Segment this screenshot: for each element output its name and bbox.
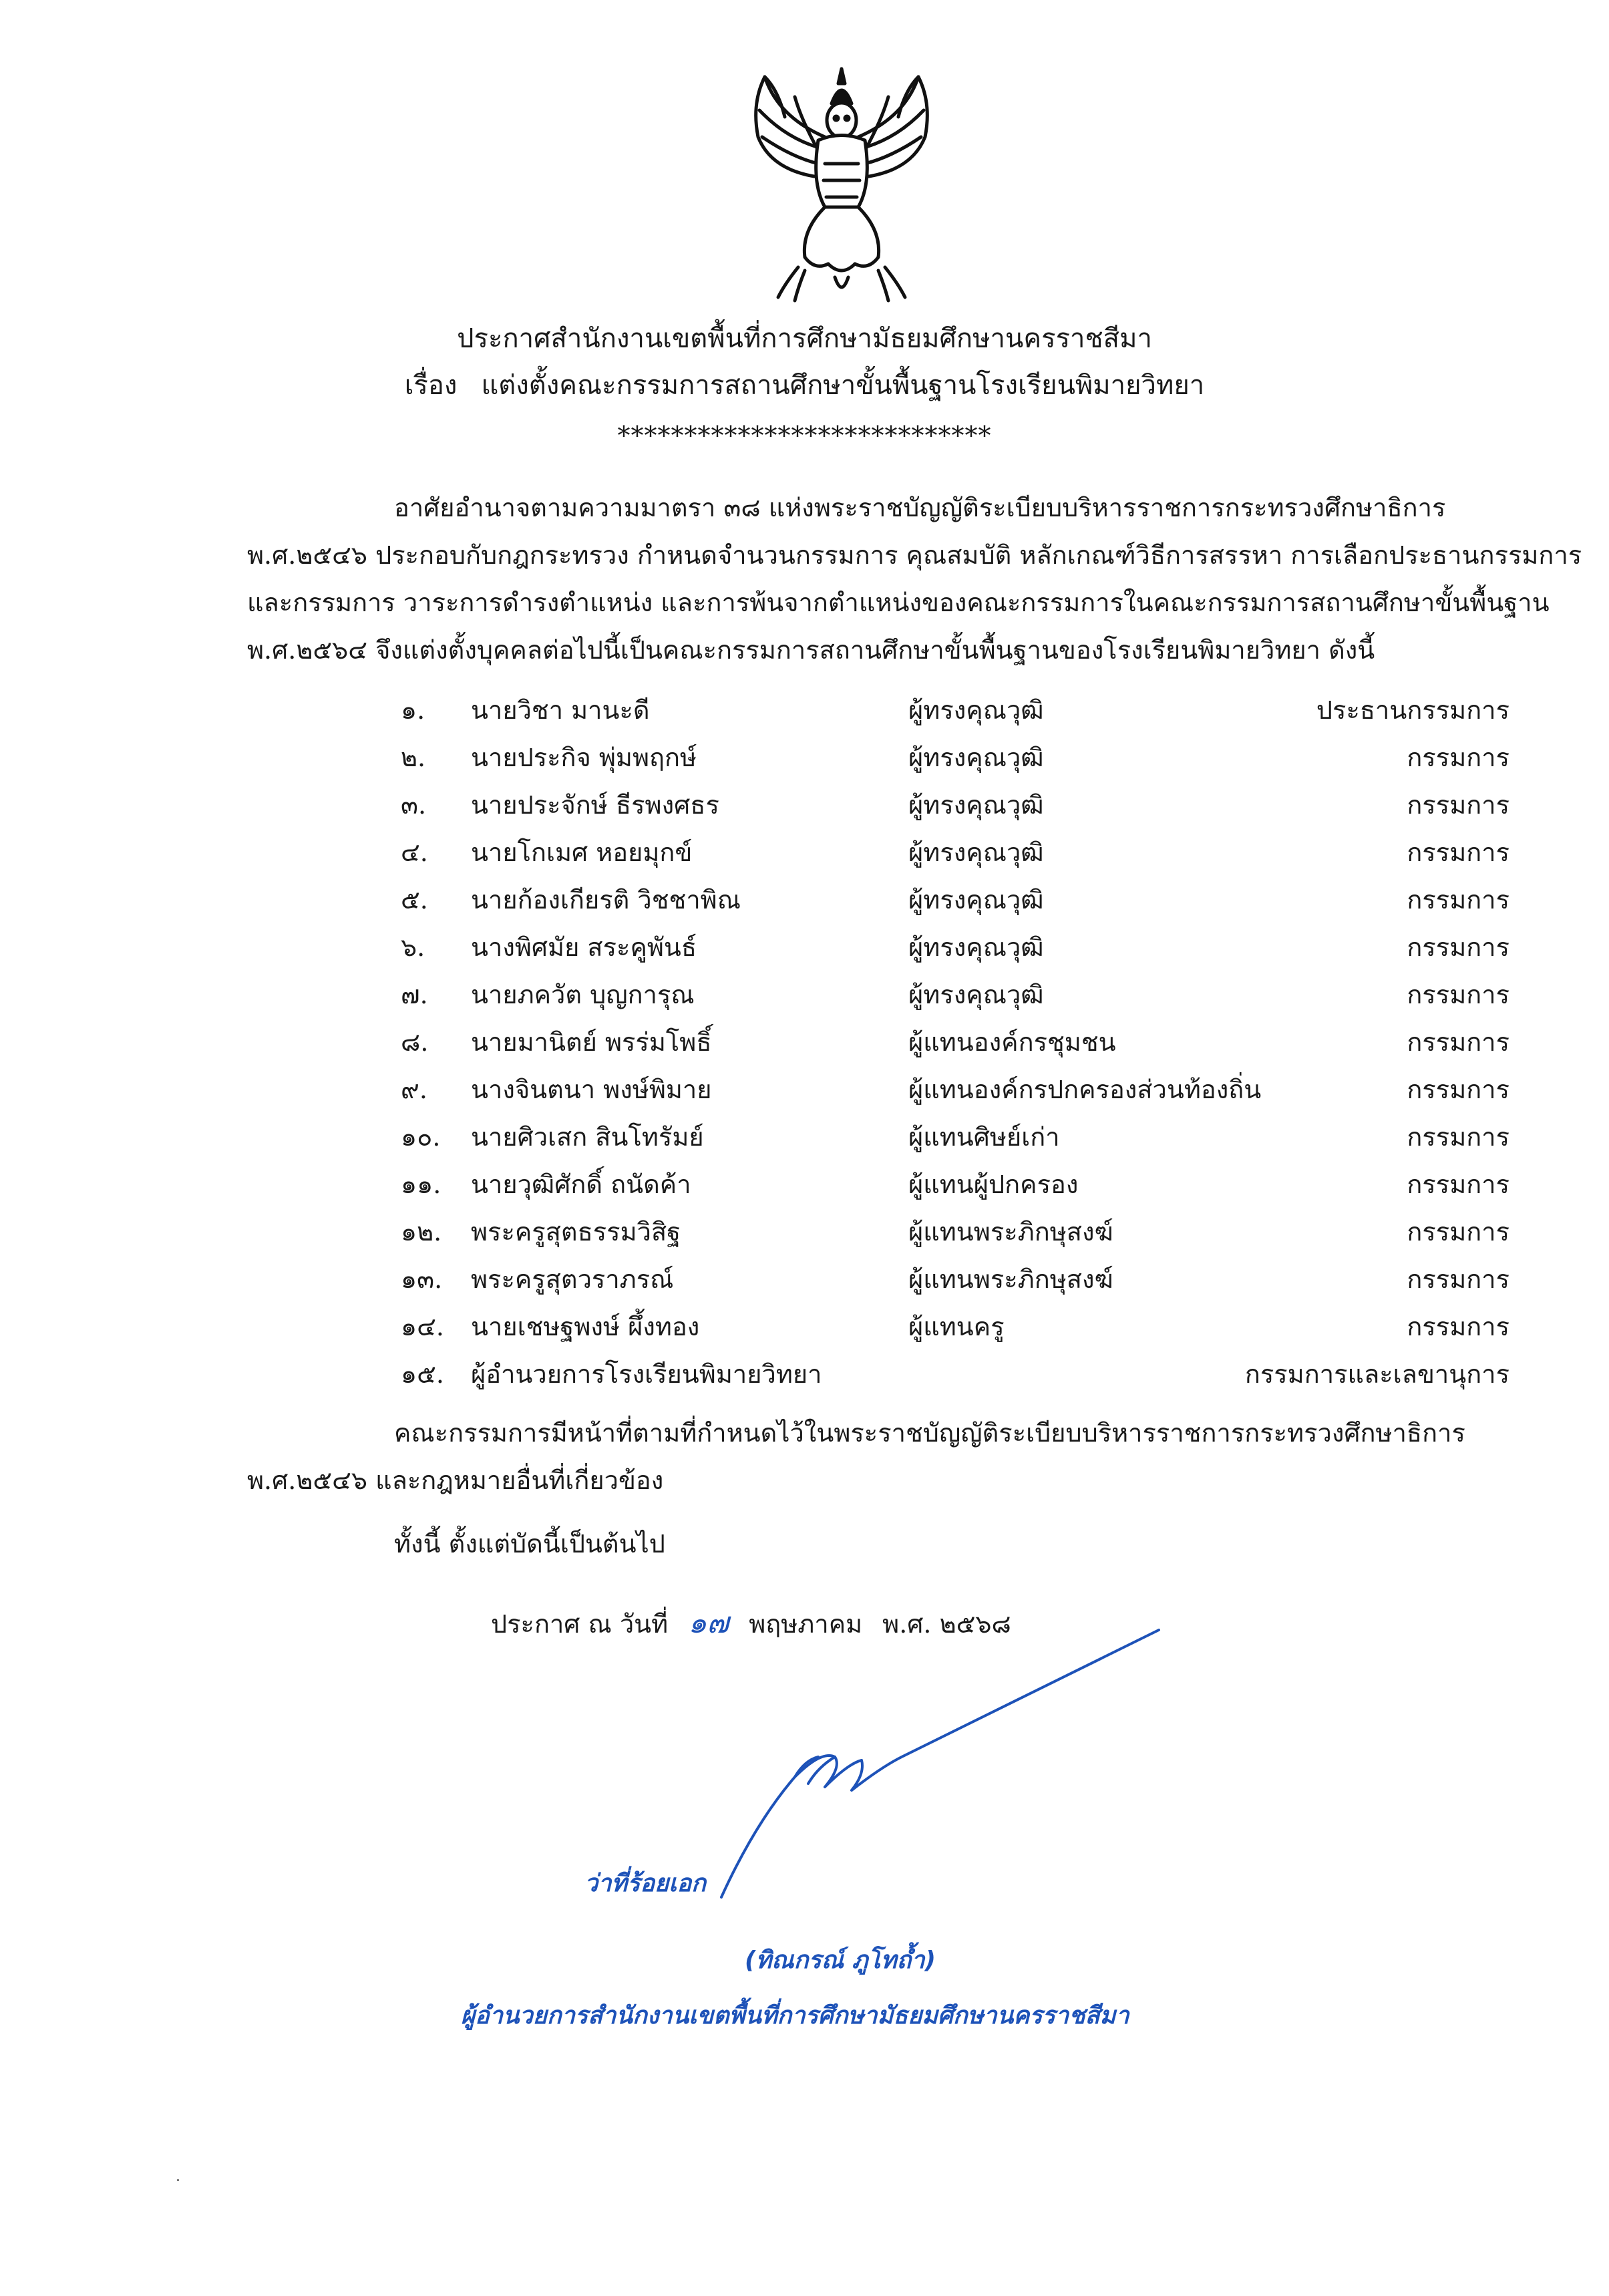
member-type: ผู้ทรงคุณวุฒิ [908,980,1044,1009]
member-name: พระครูสุตธรรมวิสิฐ [471,1217,681,1247]
member-number: ๑. [401,695,425,725]
preamble-line: พ.ศ.๒๕๖๔ จึงแต่งตั้งบุคคลต่อไปนี้เป็นคณะกรรมการสถานศึกษาขั้นพื้นฐานของโรงเรียนพิมายวิทยา ดังนี้ [247,635,1375,665]
signatory-rank: ว่าที่ร้อยเอก [584,1870,706,1897]
announce-prefix: ประกาศ ณ วันที่ [491,1609,669,1639]
committee-member-row [401,1351,1509,1398]
member-number: ๑๒. [401,1217,442,1247]
member-number: ๑๓. [401,1265,443,1294]
committee-member-row [401,1066,1509,1114]
preamble-line: พ.ศ.๒๕๔๖ ประกอบกับกฎกระทรวง กำหนดจำนวนกรรมการ คุณสมบัติ หลักเกณฑ์วิธีการสรรหา การเลือกประธานกรรมการ [247,540,1582,570]
member-role: กรรมการ [1407,743,1509,772]
member-type: ผู้ทรงคุณวุฒิ [908,790,1044,820]
member-type: ผู้แทนผู้ปกครอง [908,1170,1079,1199]
member-role: กรรมการ [1407,1122,1509,1152]
member-name: นายเชษฐพงษ์ ผึ้งทอง [471,1312,700,1341]
member-role: กรรมการ [1407,1265,1509,1294]
member-name: นายก้องเกียรติ วิชชาพิณ [471,885,741,915]
member-name: นายประจักษ์ ธีรพงศธร [471,790,719,820]
effective-statement: ทั้งนี้ ตั้งแต่บัดนี้เป็นต้นไป [394,1529,665,1559]
member-role: กรรมการ [1407,885,1509,915]
subject-label: เรื่อง [404,370,458,401]
member-name: ผู้อำนวยการโรงเรียนพิมายวิทยา [471,1359,822,1389]
handwritten-signature [681,1623,1162,1904]
member-role: ประธานกรรมการ [1316,695,1509,725]
signatory-title: ผู้อำนวยการสำนักงานเขตพื้นที่การศึกษามัธยมศึกษานครราชสีมา [461,2002,1129,2029]
member-name: นายประกิจ พุ่มพฤกษ์ [471,743,697,772]
member-type: ผู้ทรงคุณวุฒิ [908,885,1044,915]
member-type: ผู้แทนศิษย์เก่า [908,1122,1060,1152]
member-name: นายศิวเสก สินโทรัมย์ [471,1122,704,1152]
committee-member-row [401,1114,1509,1161]
member-type: ผู้แทนองค์กรปกครองส่วนท้องถิ่น [908,1075,1262,1104]
committee-member-row [401,1303,1509,1351]
member-number: ๑๑. [401,1170,441,1199]
member-name: พระครูสุตวราภรณ์ [471,1265,674,1294]
member-type: ผู้ทรงคุณวุฒิ [908,838,1044,867]
member-type: ผู้แทนพระภิกษุสงฆ์ [908,1265,1113,1294]
member-name: นายภควัต บุญการุณ [471,980,695,1009]
member-number: ๖. [401,933,425,962]
member-type: ผู้ทรงคุณวุฒิ [908,695,1044,725]
committee-member-row [401,734,1509,782]
preamble-line: และกรรมการ วาระการดำรงตำแหน่ง และการพ้นจากตำแหน่งของคณะกรรมการในคณะกรรมการสถานศึกษาขั้นพื้นฐาน [247,588,1550,617]
member-type: ผู้แทนพระภิกษุสงฆ์ [908,1217,1113,1247]
member-number: ๙. [401,1075,427,1104]
member-type: ผู้ทรงคุณวุฒิ [908,933,1044,962]
member-number: ๘. [401,1027,429,1057]
member-role: กรรมการ [1407,980,1509,1009]
committee-member-row [401,1161,1509,1208]
announce-year: พ.ศ. ๒๕๖๘ [882,1609,1011,1639]
announce-month: พฤษภาคม [749,1609,863,1639]
committee-member-row [401,924,1509,971]
duties-line: คณะกรรมการมีหน้าที่ตามที่กำหนดไว้ในพระราชบัญญัติระเบียบบริหารราชการกระทรวงศึกษาธิการ [394,1418,1465,1448]
member-name: นายวิชา มานะดี [471,695,650,725]
member-type: ผู้แทนครู [908,1312,1005,1341]
scan-speck [177,2179,179,2181]
committee-member-row [401,1256,1509,1303]
member-name: นายมานิตย์ พรร่มโพธิ์ [471,1027,712,1057]
member-role: กรรมการ [1407,1027,1509,1057]
member-number: ๑๐. [401,1122,441,1152]
signatory-name: (ทิณกรณ์ ภูโทถ้ำ) [745,1947,936,1974]
member-name: นายวุฒิศักดิ์ ถนัดค้า [471,1170,691,1199]
member-number: ๗. [401,980,428,1009]
committee-member-row [401,971,1509,1019]
committee-member-list [401,687,1509,1398]
separator: **************************** [617,421,992,450]
member-role: กรรมการ [1407,1075,1509,1104]
committee-member-row [401,876,1509,924]
member-role: กรรมการ [1407,1217,1509,1247]
member-name: นายโกเมศ หอยมุกข์ [471,838,693,867]
member-number: ๑๕. [401,1359,444,1389]
committee-member-row [401,687,1509,734]
member-type: ผู้ทรงคุณวุฒิ [908,743,1044,772]
document-subject-line [0,363,1609,406]
member-role: กรรมการ [1407,1170,1509,1199]
duties-paragraph [247,1410,1516,1504]
member-type: ผู้แทนองค์กรชุมชน [908,1027,1116,1057]
subject-text: แต่งตั้งคณะกรรมการสถานศึกษาขั้นพื้นฐานโรงเรียนพิมายวิทยา [481,370,1205,401]
member-role: กรรมการ [1407,1312,1509,1341]
duties-line: พ.ศ.๒๕๔๖ และกฎหมายอื่นที่เกี่ยวข้อง [247,1466,664,1495]
member-number: ๕. [401,885,428,915]
committee-member-row [401,782,1509,829]
member-role: กรรมการ [1407,790,1509,820]
announce-day: ๑๗ [688,1606,729,1640]
member-name: นางพิศมัย สระคูพันธ์ [471,933,697,962]
committee-member-row [401,1208,1509,1256]
document-title: ประกาศสำนักงานเขตพื้นที่การศึกษามัธยมศึกษานครราชสีมา [457,323,1152,354]
member-number: ๓. [401,790,427,820]
member-role: กรรมการ [1407,838,1509,867]
member-name: นางจินตนา พงษ์พิมาย [471,1075,712,1104]
member-role: กรรมการและเลขานุการ [1244,1359,1509,1389]
committee-member-row [401,1019,1509,1066]
member-number: ๑๔. [401,1312,444,1341]
garuda-emblem [738,63,945,304]
member-number: ๔. [401,838,428,867]
member-number: ๒. [401,743,426,772]
preamble-line: อาศัยอำนาจตามความมาตรา ๓๘ แห่งพระราชบัญญัติระเบียบบริหารราชการกระทรวงศึกษาธิการ [394,493,1446,522]
preamble-paragraph [247,484,1582,674]
committee-member-row [401,829,1509,876]
member-role: กรรมการ [1407,933,1509,962]
